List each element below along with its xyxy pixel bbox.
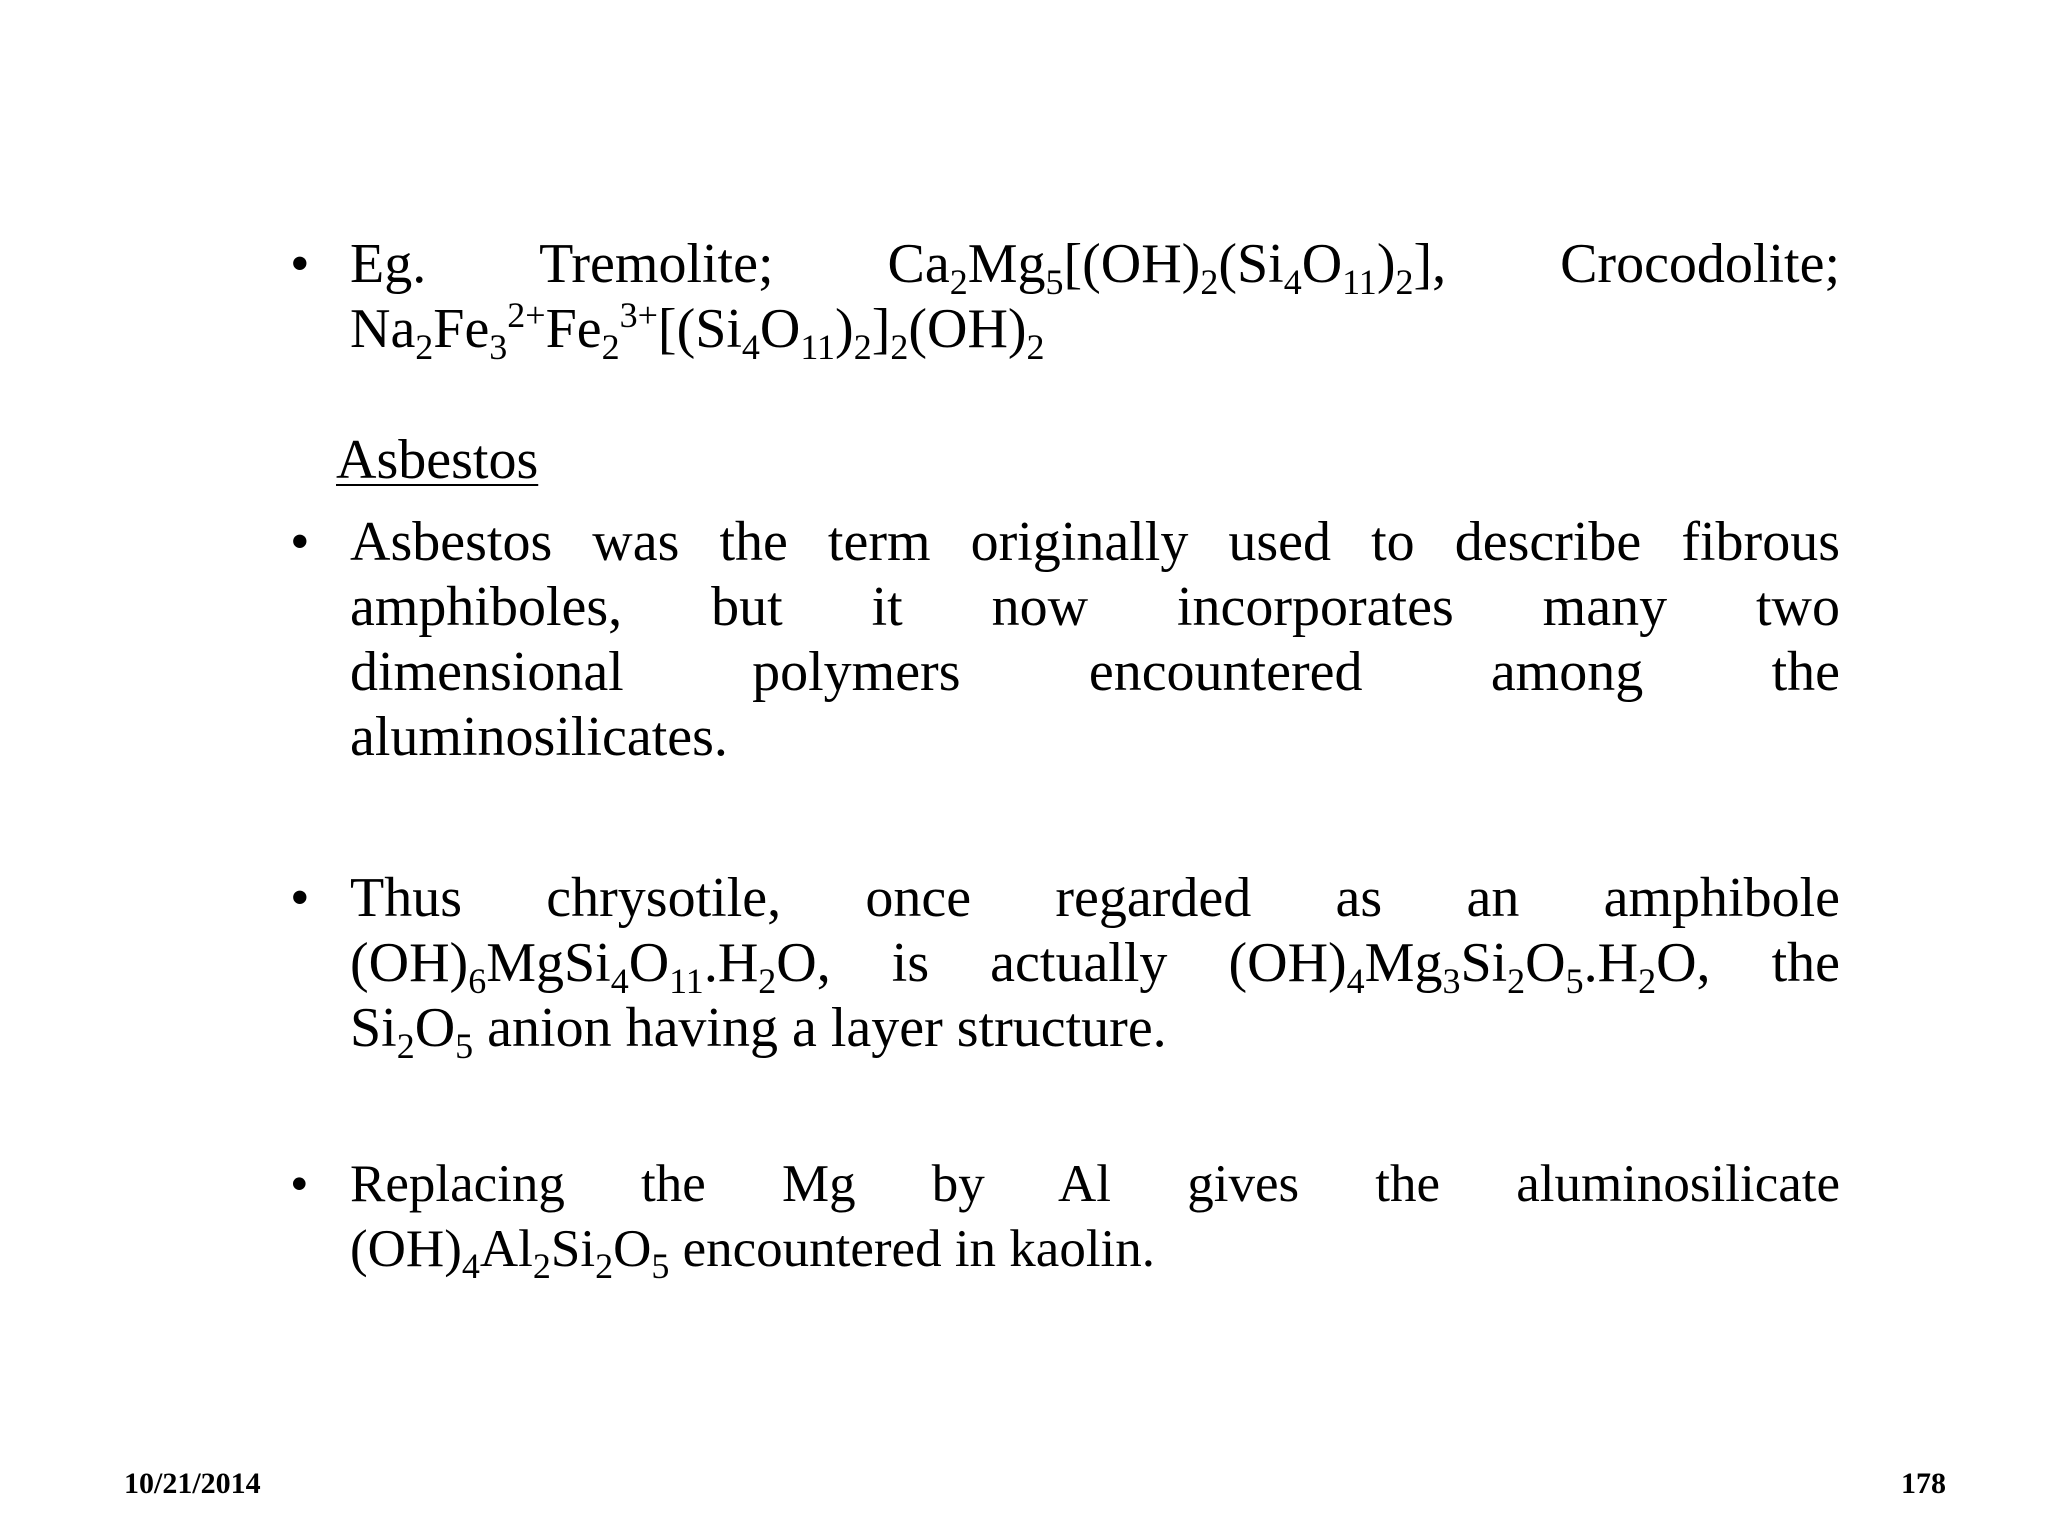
bullet-tremolite — [290, 232, 1841, 367]
bullet-dot: • — [290, 233, 310, 295]
bullet-asbestos-line-1: Asbestos was the term originally used to describe fibrous — [350, 511, 1840, 573]
bullet-chrysotile-line-1: Thus chrysotile, once regarded as an amphibole — [350, 867, 1840, 929]
bullet-asbestos-line-2: amphiboles, but it now incorporates many two — [350, 576, 1840, 638]
bullet-chrysotile — [290, 866, 1840, 1066]
bullet-dot: • — [290, 511, 310, 573]
bullet-tremolite-line-1: Eg. Tremolite; $Ca_2Mg_5[(OH)_2(Si_4O_{11})_2]$, Crocodolite; — [350, 233, 1841, 302]
bullet-kaolin-line-2: $(OH)_4Al_2Si_2O_5$ encountered in kaolin. — [350, 1220, 1156, 1286]
bullet-tremolite-line-2: $Na_2Fe_3^{2+}Fe_2^{3+}[(Si_4O_{11})_2]_2(OH)_2$ — [350, 295, 1045, 367]
bullet-asbestos-definition — [290, 510, 1840, 770]
footer-date: 10/21/2014 — [124, 1467, 261, 1500]
bullet-dot: • — [290, 867, 310, 929]
bullet-dot: • — [290, 1155, 309, 1213]
footer-page-number: 178 — [1901, 1467, 1946, 1500]
bullet-kaolin — [290, 1152, 1840, 1286]
bullet-chrysotile-line-3: $Si_2O_5$ anion having a layer structure. — [350, 997, 1167, 1066]
bullet-asbestos-line-3: dimensional polymers encountered among the — [350, 641, 1840, 703]
section-heading-asbestos: Asbestos — [336, 429, 539, 491]
bullet-chrysotile-line-2: $(OH)_6MgSi_4O_{11}.H_2O$, is actually $(OH)_4Mg_3Si_2O_5.H_2O$, the — [350, 932, 1840, 1001]
bullet-kaolin-line-1: Replacing the Mg by Al gives the aluminosilicate — [350, 1155, 1840, 1213]
bullet-asbestos-line-4: aluminosilicates. — [350, 706, 728, 768]
